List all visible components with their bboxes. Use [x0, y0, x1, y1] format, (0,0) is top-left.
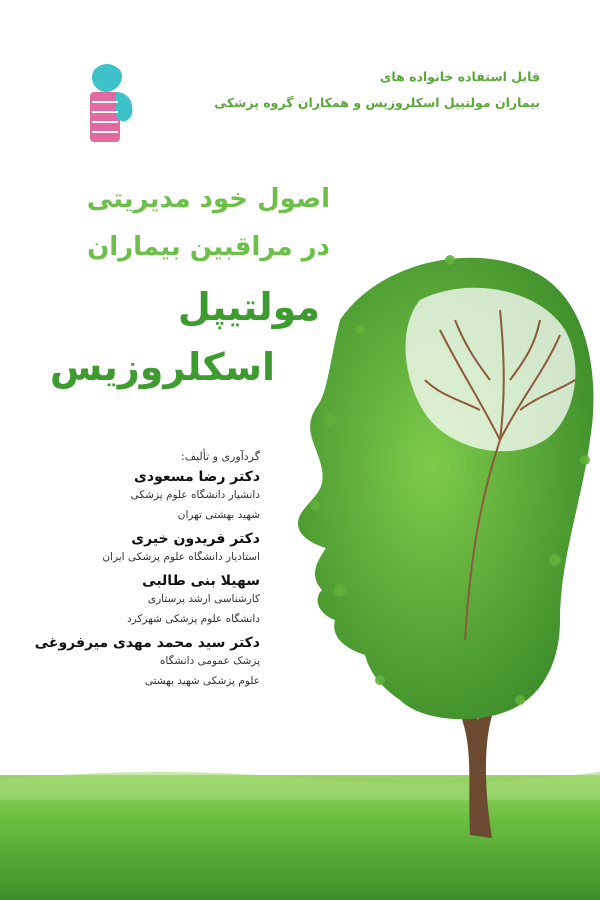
audience-line-1: قابل استفاده خانواده های	[379, 69, 540, 84]
author-affiliation: کارشناسی ارشد پرستاری	[147, 593, 260, 605]
title-line-3: مولتیپل	[177, 285, 320, 329]
author-name: دکتر سید محمد مهدی میرفروغی	[34, 635, 260, 651]
author-affiliation: دانشگاه علوم پزشکی شهرکرد	[126, 613, 260, 625]
author-name: دکتر فریدون خیری	[131, 531, 260, 547]
author-affiliation: دانشیار دانشگاه علوم پزشکی	[130, 489, 260, 501]
author-affiliation: علوم پزشکی شهید بهشتی	[144, 675, 260, 687]
target-audience-note	[120, 64, 540, 116]
author-affiliation: استادیار دانشگاه علوم پزشکی ایران	[102, 551, 260, 563]
author-affiliation: پزشک عمومی دانشگاه	[159, 655, 260, 667]
title-line-1: اصول خود مدیریتی	[86, 184, 330, 214]
audience-line-2: بیماران مولتیپل اسکلروزیس و همکاران گروه پزشکی	[214, 95, 540, 110]
title-line-2: در مراقبین بیماران	[87, 232, 330, 262]
authors-label: گردآوری و تألیف:	[181, 450, 260, 463]
author-affiliation: شهید بهشتی تهران	[177, 509, 260, 521]
author-name: دکتر رضا مسعودی	[134, 469, 260, 485]
title-line-4: اسکلروزیس	[49, 345, 275, 389]
authors-block	[20, 450, 260, 691]
author-name: سهیلا بنی طالبی	[142, 573, 260, 589]
